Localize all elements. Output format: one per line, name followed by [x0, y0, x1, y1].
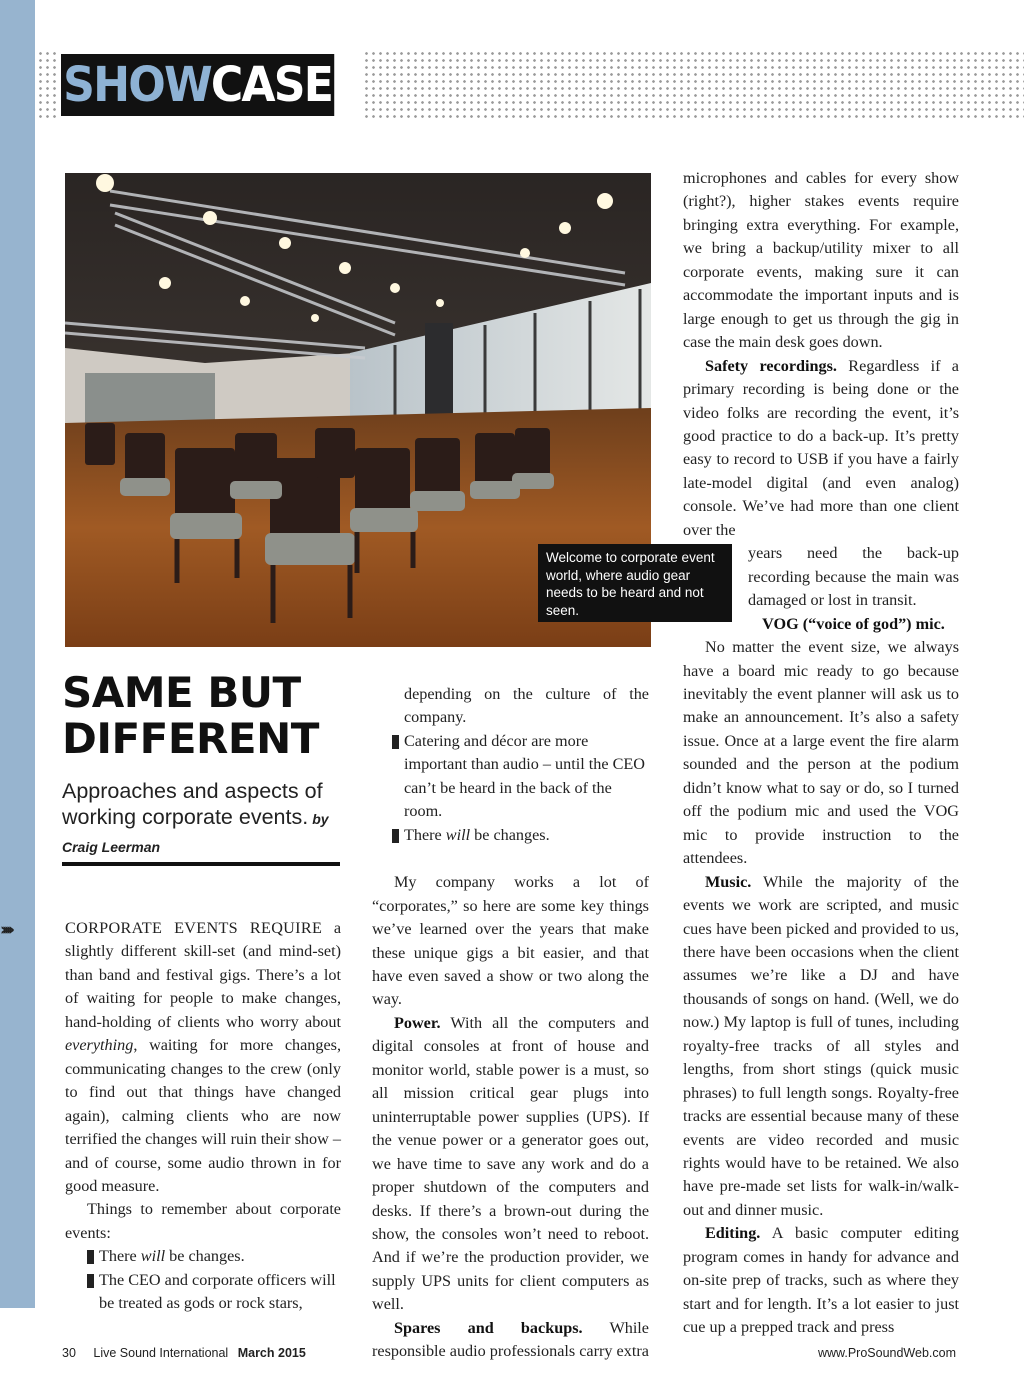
footer-left [62, 1346, 306, 1360]
section-label-part2: CASE [210, 57, 333, 113]
paragraph-power: Power. With all the computers and digital consoles at front of house and monitor world, stable power is a must, so all mission critical gear plugs into uninterruptable power supplies (UPS). If the venue power or a generator goes out, we have time to save any work and do a proper shutdown of the computers and desks. If there’s a brown-out during the show, the consoles won’t need to reboot. And if we’re the production provider, we supply UPS units for client computers as well. [372, 1013, 649, 1314]
list-item: There will be changes. [372, 824, 649, 847]
chevron-arrows-icon: ››››› [0, 920, 11, 940]
magazine-name: Live Sound International [93, 1346, 229, 1360]
headline-rule [62, 862, 340, 866]
column-1: CORPORATE EVENTS REQUIRE a slightly different skill-set (and mind-set) than band and festival gigs. There’s a lot of waiting for people to make changes, hand-holding of clients who worry about everything, waiting for more changes, communicating changes to the crew (only to find out that things have changed again), calming clients who are now terrified the changes will ruin their show – and of course, some audio thrown in for good measure. Things to remember about corporate events: There will be changes. The CEO and corporate officers will be treated as gods or rock stars, [65, 917, 341, 1316]
article-deck [62, 778, 347, 860]
headline-line-1: SAME BUT [62, 668, 301, 717]
vog-heading: VOG (“voice of god”) mic. [762, 614, 945, 633]
paragraph-safety-wrap: years need the back-up recording because the main was damaged or lost in transit. [748, 544, 959, 610]
section-logo [61, 54, 334, 116]
headline-line-2: DIFFERENT [62, 714, 319, 763]
footer-website[interactable]: www.ProSoundWeb.com [817, 1346, 956, 1360]
section-label-part1: SHOW [63, 57, 211, 113]
list-item-continued: depending on the culture of the company. [404, 685, 649, 727]
page-number: 30 [62, 1346, 76, 1360]
paragraph-music: Music. While the majority of the events we work are scripted, and music cues have been picked and provided to us, there have been occasions when the client assumes we’re like a DJ and have thousands of songs on hand. (Well, we do now.) My laptop is full of tunes, including royalty-free tracks of all styles and lengths, from short stings (quick music phrases) to full length songs. Royalty-free tracks are essential because many of these events are video recorded and music rights would have to be retained. We also have pre-made set lists for walk-in/walk-out and dinner music. [683, 872, 959, 1219]
dot-pattern-right [363, 50, 1024, 118]
byline: by Craig Leerman [62, 811, 329, 855]
list-item: There will be changes. [65, 1245, 341, 1268]
paragraph-vog: No matter the event size, we always have a board mic ready to go because inevitably the event planner will ask us to make an announcement. It’s also a safety issue. Once at a large event the fire alarm sounded and the person at the podium didn’t know what to say or do, so I turned off the podium mic and used the VOG mic to provide instruction to the attendees. [683, 638, 959, 868]
deck-text: Approaches and aspects of working corporate events. [62, 779, 323, 829]
list-item: Catering and décor are more important than audio – until the CEO can’t be heard in the back of the room. [372, 730, 649, 824]
column-2 [372, 683, 649, 1364]
lead-caps: CORPORATE EVENTS REQUIRE [65, 919, 323, 937]
photo-caption: Welcome to corporate event world, where audio gear needs to be heard and not seen. [538, 544, 732, 622]
list-item: The CEO and corporate officers will be treated as gods or rock stars, [65, 1269, 341, 1316]
dot-pattern-left [37, 50, 59, 118]
issue-date: March 2015 [237, 1346, 306, 1360]
paragraph-safety: Safety recordings. Regardless if a primary recording is being done or the video folks are recording the event, it’s good practice to do a back-up. It’s pretty easy to record to USB if you have a fairly late-model digital (and even analog) console. We’ve had more than one client over the [683, 356, 959, 539]
paragraph: microphones and cables for every show (right?), higher stakes events require bringing extra everything. For example, we bring a backup/utility mixer to all corporate events, making sure it can accommodate the important inputs and is large enough to get us through the gig in case the main desk goes down. [683, 169, 959, 352]
left-color-bar [0, 0, 35, 1308]
paragraph: Things to remember about corporate events: [65, 1200, 341, 1242]
article-headline [62, 670, 352, 762]
paragraph-editing: Editing. A basic computer editing program comes in handy for advance and on-site prep of tracks, such as where they start and for length. It’s a lot easier to just cue up a prepped track and press [683, 1224, 959, 1337]
column-3 [683, 167, 959, 1340]
paragraph: My company works a lot of “corporates,” so here are some key things we’ve learned over the years that make these unique gigs a bit easier, and that have even saved a show or two along the way. [372, 873, 649, 1009]
paragraph-spares: Spares and backups. While responsible audio professionals carry extra [372, 1318, 649, 1361]
